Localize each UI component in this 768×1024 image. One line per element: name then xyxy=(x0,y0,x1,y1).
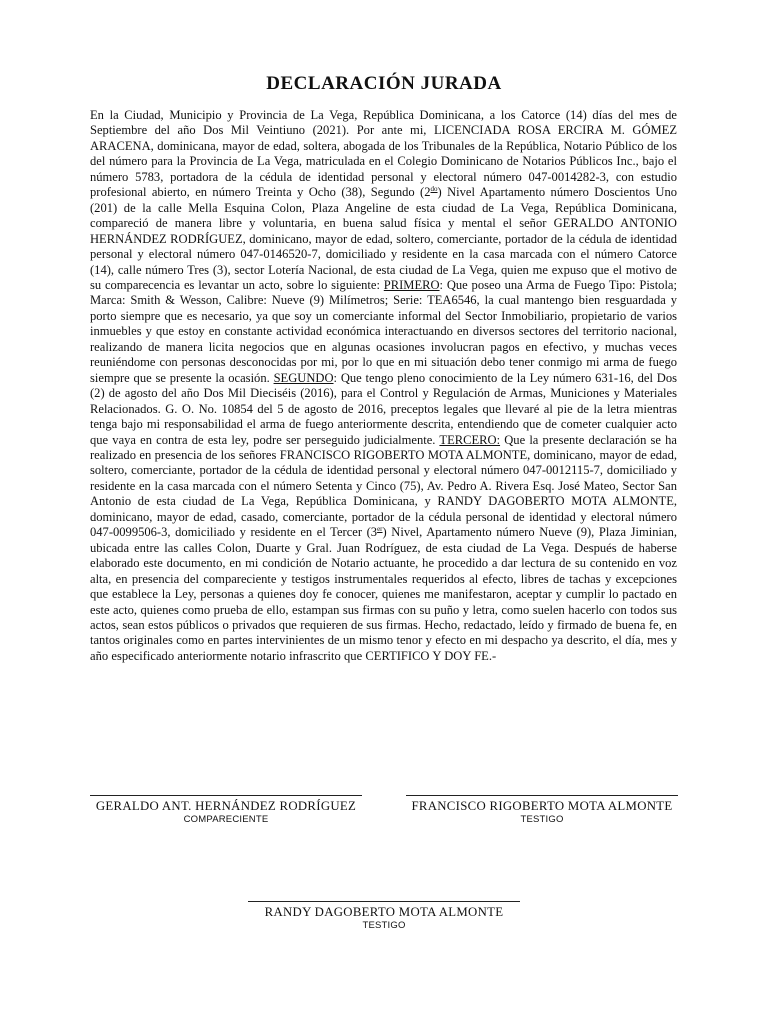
clause-segundo: SEGUNDO xyxy=(273,370,334,385)
signature-line xyxy=(406,795,678,796)
body-text-1: En la Ciudad, Municipio y Provincia de La Vega, República Dominicana, a los Catorce (14) días del mes de Septiembre del año Dos Mil Veintiuno (2021). Por ante mi, LICENCIADA ROSA ERCIRA M. GÓMEZ ARACENA, dominicana, mayor de edad, soltera, abogada de los Tribunales de la República, Notario Público de los del número para la Provincia de La Vega, matriculada en el Colegio Dominicano de Notarios Públicos Inc., bajo el número 5783, portadora de la cédula de identidad personal y electoral número 047-0014282-3, con estudio profesional abierto, en número Treinta y Ocho (38), Segundo (2 xyxy=(90,108,677,200)
signatory-name: RANDY DAGOBERTO MOTA ALMONTE xyxy=(264,905,504,919)
signature-block-compareciente xyxy=(90,795,362,826)
body-text-2: ) Nivel Apartamento número Doscientos Uno (201) de la calle Mella Esquina Colon, Plaza Angeline de esta ciudad de La Vega, República Dominicana, compareció de manera libre y voluntaria, en buena salud física y mental el señor GERALDO ANTONIO HERNÁNDEZ RODRÍGUEZ, dominicano, mayor de edad, soltero, comerciante, portador de la cédula de identidad personal y electoral número 047-0146520-7, domiciliado y residente en la casa marcada con el número Catorce (14), calle número Tres (3), sector Lotería Nacional, de esta ciudad de La Vega, quien me expuso que el motivo de su comparecencia es levantar un acto, sobre lo siguiente: xyxy=(90,185,678,292)
body-text-3: : Que poseo una Arma de Fuego Tipo: Pistola; Marca: Smith & Wesson, Calibre: Nueve (9) Milímetros; Serie: TEA6546, la cual mantengo bien resguardada y porto siempre que es necesario, ya que soy un comerciante informal del Sector Inmobiliario, propietario de varios inmuebles y que estoy en constante actividad económica interactuando en diversos sectores del territorio nacional, realizando de manera licita negocios que en algunas ocasiones involucran pagos en efectivo, y muchas veces reuniéndome con personas desconocidas por mi, por lo que en mi situación debo tener conmigo mi arma de fuego siempre que se presente la ocasión. xyxy=(90,277,677,385)
superscript-segundo: do xyxy=(430,185,438,194)
signature-block-testigo-2 xyxy=(248,901,520,932)
body-text-6: ) Nivel, Apartamento número Nueve (9), Plaza Jiminian, ubicada entre las calles Colon, Duarte y Gral. Juan Rodríguez, de esta ciudad de La Vega. Después de haberse elaborado este documento, en mi condición de Notario actuante, he procedido a dar lectura de su contenido en voz alta, en presencia del compareciente y testigos instrumentales requeridos al efecto, libres de tachas y excepciones que establece la Ley, personas a quienes doy fe conocer, quienes me manifestaron, aceptar y cumplir lo pactado en este acto, quienes como prueba de ello, estampan sus firmas con su puño y letra, como suelen hacerlo con todos sus actos, sean estos públicos o privados que requieren de sus firmas. Hecho, redactado, leído y firmado de buena fe, en tantos originales como en partes intervinientes de un mismo tenor y efecto en mi despacho ya descrito, el día, mes y año especificado anteriormente notario infrascrito que CERTIFICO Y DOY FE.- xyxy=(90,525,677,663)
declaration-body xyxy=(90,108,677,664)
clause-primero: PRIMERO xyxy=(383,277,440,292)
body-text-5: Que la presente declaración se ha realizado en presencia de los señores FRANCISCO RIGOBERTO MOTA ALMONTE, dominicano, mayor de edad, soltero, comerciante, portador de la cédula de identidad personal y electoral número 047-0012115-7, domiciliado y residente en la casa marcada con el número Setenta y Cinco (75), Av. Pedro A. Rivera Esq. José Mateo, Sector San Antonio de esta ciudad de La Vega, República Dominicana, y RANDY DAGOBERTO MOTA ALMONTE, dominicano, mayor de edad, casado, comerciante, portador de la cédula personal de identidad y electoral número 047-0099506-3, domiciliado y residente en el Tercer (3 xyxy=(90,432,677,540)
signatory-role: TESTIGO xyxy=(520,814,564,825)
body-text-4: : Que tengo pleno conocimiento de la Ley número 631-16, del Dos (2) de agosto del año Dos Mil Dieciséis (2016), para el Control y Regulación de Armas, Municiones y Materiales Relacionados. G. O. No. 10854 del 5 de agosto de 2016, preceptos legales que llevaré al pie de la letra mientras tenga bajo mi responsabilidad el arma de fuego anteriormente descrita, entendiendo que de cometer cualquier acto que vaya en contra de esta ley, podre ser perseguido judicialmente. xyxy=(90,370,677,447)
clause-tercero: TERCERO: xyxy=(439,432,501,447)
signatory-role: TESTIGO xyxy=(362,920,406,931)
superscript-tercer: er xyxy=(377,525,383,534)
signature-line xyxy=(90,795,362,796)
signatory-name: FRANCISCO RIGOBERTO MOTA ALMONTE xyxy=(411,799,673,813)
document-title: DECLARACIÓN JURADA xyxy=(266,73,502,94)
signatory-name: GERALDO ANT. HERNÁNDEZ RODRÍGUEZ xyxy=(95,799,357,813)
signature-block-testigo-1 xyxy=(406,795,678,826)
signatory-role: COMPARECIENTE xyxy=(183,814,269,825)
signature-line xyxy=(248,901,520,902)
